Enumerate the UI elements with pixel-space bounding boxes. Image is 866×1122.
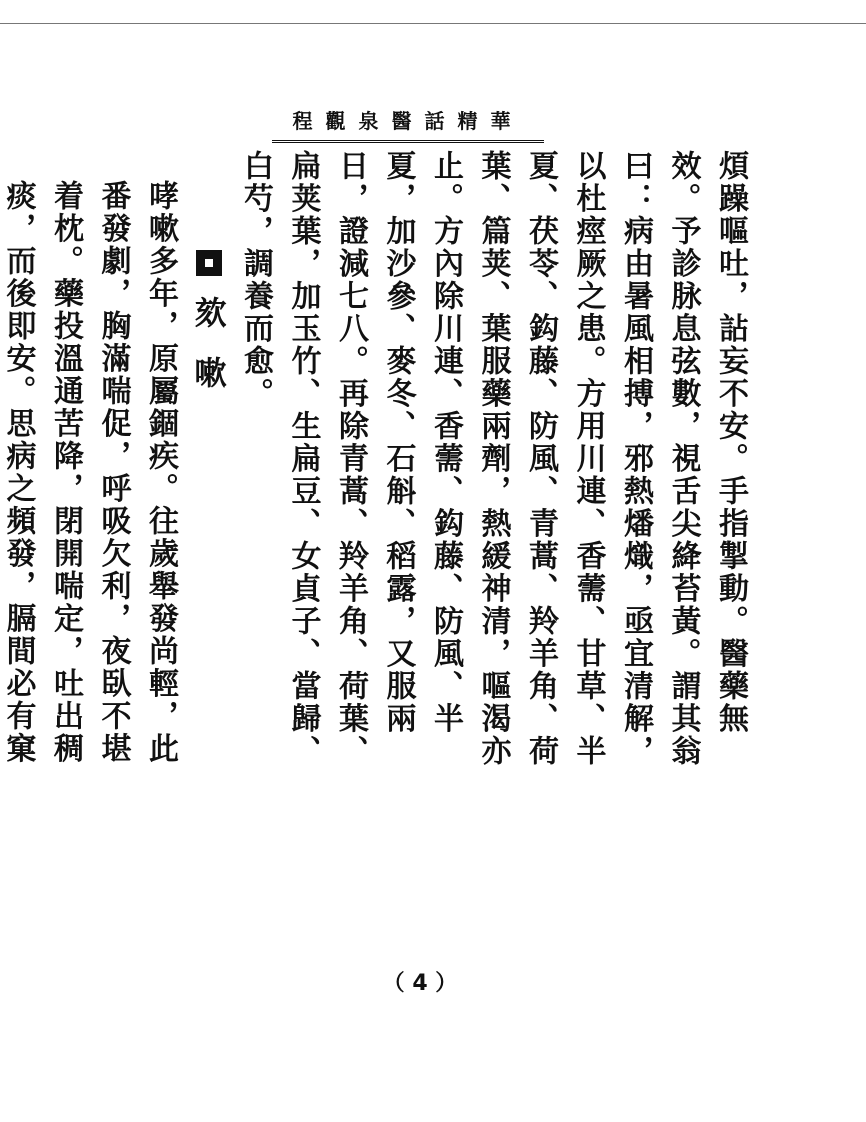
page-number: （ 4 ） [382,971,458,996]
running-header: 程觀泉醫話精華 [272,106,544,143]
section-title [184,150,232,770]
section-title-text: 欬嗽 [189,296,228,416]
section-marker-icon [196,250,222,276]
top-rule [0,23,866,24]
paragraph-1: 煩躁嘔吐，詀妄不安。手指掣動。醫藥無效。予診脉息弦數，視舌尖絳苔黃。謂其翁曰：病由暑風相搏，邪熱燔熾，亟宜清解，以杜痙厥之患。方用川連、香薷、甘草、半夏、茯苓、鈎藤、防風、青蒿、羚羊角、荷葉、篇荚、葉服藥兩劑，熱緩神清，嘔渴亦止。方內除川連、香薷、鈎藤、防風、半夏，加沙參、麥冬、石斛、稻露，又服兩日，證減七八。再除青蒿、羚羊角、荷葉、扁荚葉，加玉竹、生扁豆、女貞子、當歸、白芍，調養而愈。 [238,150,748,768]
page-text [0,150,754,770]
paragraph-2: 哮嗽多年，原屬錮疾。往歲舉發尚輕，此番發劇，胸滿喘促，呼吸欠利，夜臥不堪着枕。藥投溫通苦降，閉開喘定，吐出稠痰，而後即安。思病之頻發，膈間必有窠 [0,180,178,765]
